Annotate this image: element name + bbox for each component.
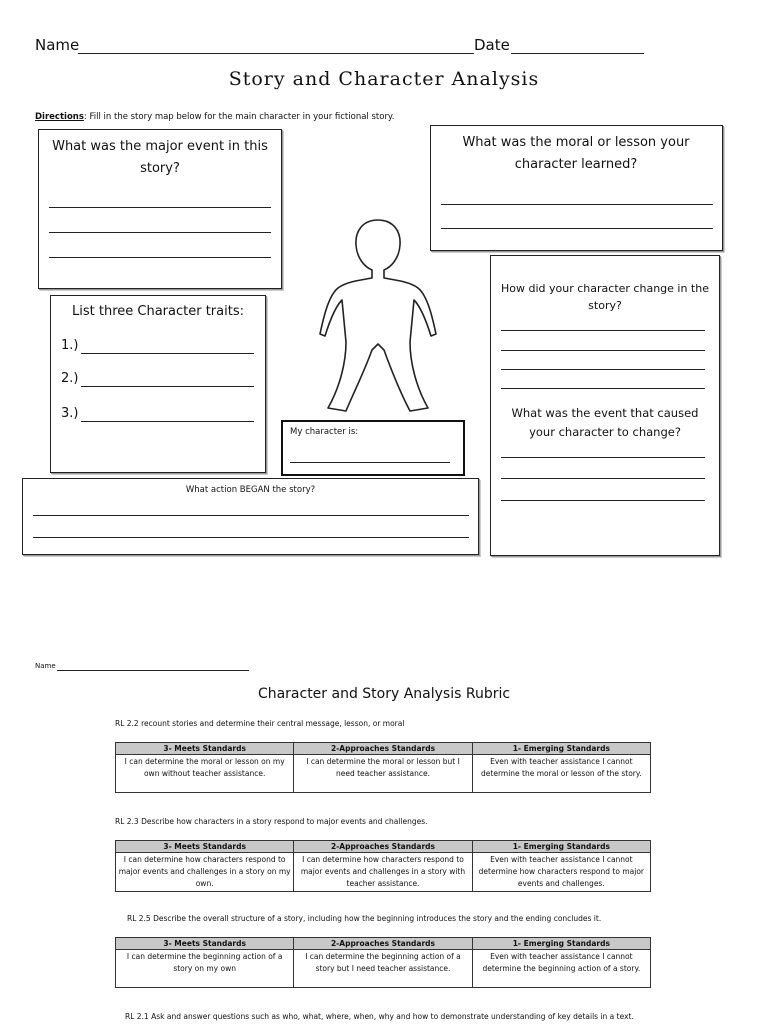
trait-2-label: 2.) bbox=[61, 371, 79, 386]
header-emerging: 1- Emerging Standards bbox=[472, 841, 650, 853]
table-cell: I can determine the moral or lesson on my own without teacher assistance. bbox=[116, 755, 294, 793]
answer-line[interactable] bbox=[33, 515, 469, 516]
answer-line[interactable] bbox=[49, 232, 271, 233]
character-outline-figure bbox=[312, 212, 444, 420]
traits-title: List three Character traits: bbox=[72, 304, 244, 319]
standard-rl-2-3: RL 2.3 Describe how characters in a story respond to major events and challenges. bbox=[115, 817, 428, 826]
major-event-box bbox=[38, 129, 282, 289]
moral-question: What was the moral or lesson your character learned? bbox=[462, 135, 690, 172]
table-cell: I can determine the beginning action of a story but I need teacher assistance. bbox=[294, 950, 472, 988]
header-meets: 3- Meets Standards bbox=[116, 938, 294, 950]
answer-line[interactable] bbox=[501, 478, 705, 479]
rubric-table-1 bbox=[115, 742, 651, 793]
table-cell: I can determine how characters respond to major events and challenges in a story on my own. bbox=[116, 853, 294, 892]
header-approaches: 2-Approaches Standards bbox=[294, 743, 472, 755]
directions-text: : Fill in the story map below for the main character in your fictional story. bbox=[83, 112, 395, 122]
trait-1-label: 1.) bbox=[61, 338, 79, 353]
rubric-name-line[interactable] bbox=[57, 670, 249, 671]
rubric-table-3 bbox=[115, 937, 651, 988]
name-field-line[interactable] bbox=[78, 53, 474, 54]
directions bbox=[35, 112, 394, 122]
table-cell: Even with teacher assistance I cannot determine how characters respond to major events and challenges. bbox=[472, 853, 650, 892]
header-emerging: 1- Emerging Standards bbox=[472, 743, 650, 755]
trait-1-line[interactable] bbox=[81, 353, 254, 354]
directions-label: Directions bbox=[35, 112, 84, 122]
standard-rl-2-2: RL 2.2 recount stories and determine their central message, lesson, or moral bbox=[115, 719, 405, 728]
answer-line[interactable] bbox=[501, 457, 705, 458]
answer-line[interactable] bbox=[49, 257, 271, 258]
page-title: Story and Character Analysis bbox=[228, 68, 540, 90]
answer-line[interactable] bbox=[501, 369, 705, 370]
header-approaches: 2-Approaches Standards bbox=[294, 938, 472, 950]
answer-line[interactable] bbox=[33, 537, 469, 538]
table-cell: I can determine the moral or lesson but I need teacher assistance. bbox=[294, 755, 472, 793]
answer-line[interactable] bbox=[441, 204, 713, 205]
answer-line[interactable] bbox=[501, 350, 705, 351]
major-event-question: What was the major event in this story? bbox=[52, 139, 268, 176]
my-character-box bbox=[281, 420, 465, 476]
character-change-box bbox=[490, 255, 720, 556]
answer-line[interactable] bbox=[501, 330, 705, 331]
trait-3-label: 3.) bbox=[61, 406, 79, 421]
rubric-title: Character and Story Analysis Rubric bbox=[257, 686, 511, 702]
change-question: How did your character change in the story? bbox=[501, 282, 709, 312]
character-traits-box bbox=[50, 295, 266, 473]
table-cell: Even with teacher assistance I cannot determine the moral or lesson of the story. bbox=[472, 755, 650, 793]
moral-box bbox=[430, 125, 723, 251]
rubric-name-label: Name bbox=[35, 662, 56, 670]
answer-line[interactable] bbox=[441, 228, 713, 229]
table-cell: I can determine how characters respond to major events and challenges in a story with teacher assistance. bbox=[294, 853, 472, 892]
name-label: Name bbox=[35, 36, 80, 54]
trait-3-line[interactable] bbox=[81, 421, 254, 422]
standard-rl-2-5: RL 2.5 Describe the overall structure of a story, including how the beginning introduces the story and the ending concludes it. bbox=[127, 914, 602, 923]
header-emerging: 1- Emerging Standards bbox=[472, 938, 650, 950]
trait-2-line[interactable] bbox=[81, 386, 254, 387]
story-began-box bbox=[22, 478, 479, 555]
standard-rl-2-1: RL 2.1 Ask and answer questions such as who, what, where, when, why and how to demonstrate understanding of key details in a text. bbox=[125, 1012, 634, 1021]
answer-line[interactable] bbox=[501, 388, 705, 389]
date-label: Date bbox=[474, 36, 510, 54]
rubric-table-2 bbox=[115, 840, 651, 892]
header-meets: 3- Meets Standards bbox=[116, 841, 294, 853]
table-cell: I can determine the beginning action of a story on my own bbox=[116, 950, 294, 988]
my-character-label: My character is: bbox=[290, 427, 359, 437]
table-cell: Even with teacher assistance I cannot determine the beginning action of a story. bbox=[472, 950, 650, 988]
header-approaches: 2-Approaches Standards bbox=[294, 841, 472, 853]
cause-question: What was the event that caused your character to change? bbox=[511, 406, 699, 439]
my-character-line[interactable] bbox=[290, 462, 450, 463]
began-question: What action BEGAN the story? bbox=[185, 485, 316, 495]
date-field-line[interactable] bbox=[511, 53, 644, 54]
header-meets: 3- Meets Standards bbox=[116, 743, 294, 755]
answer-line[interactable] bbox=[49, 207, 271, 208]
answer-line[interactable] bbox=[501, 500, 705, 501]
